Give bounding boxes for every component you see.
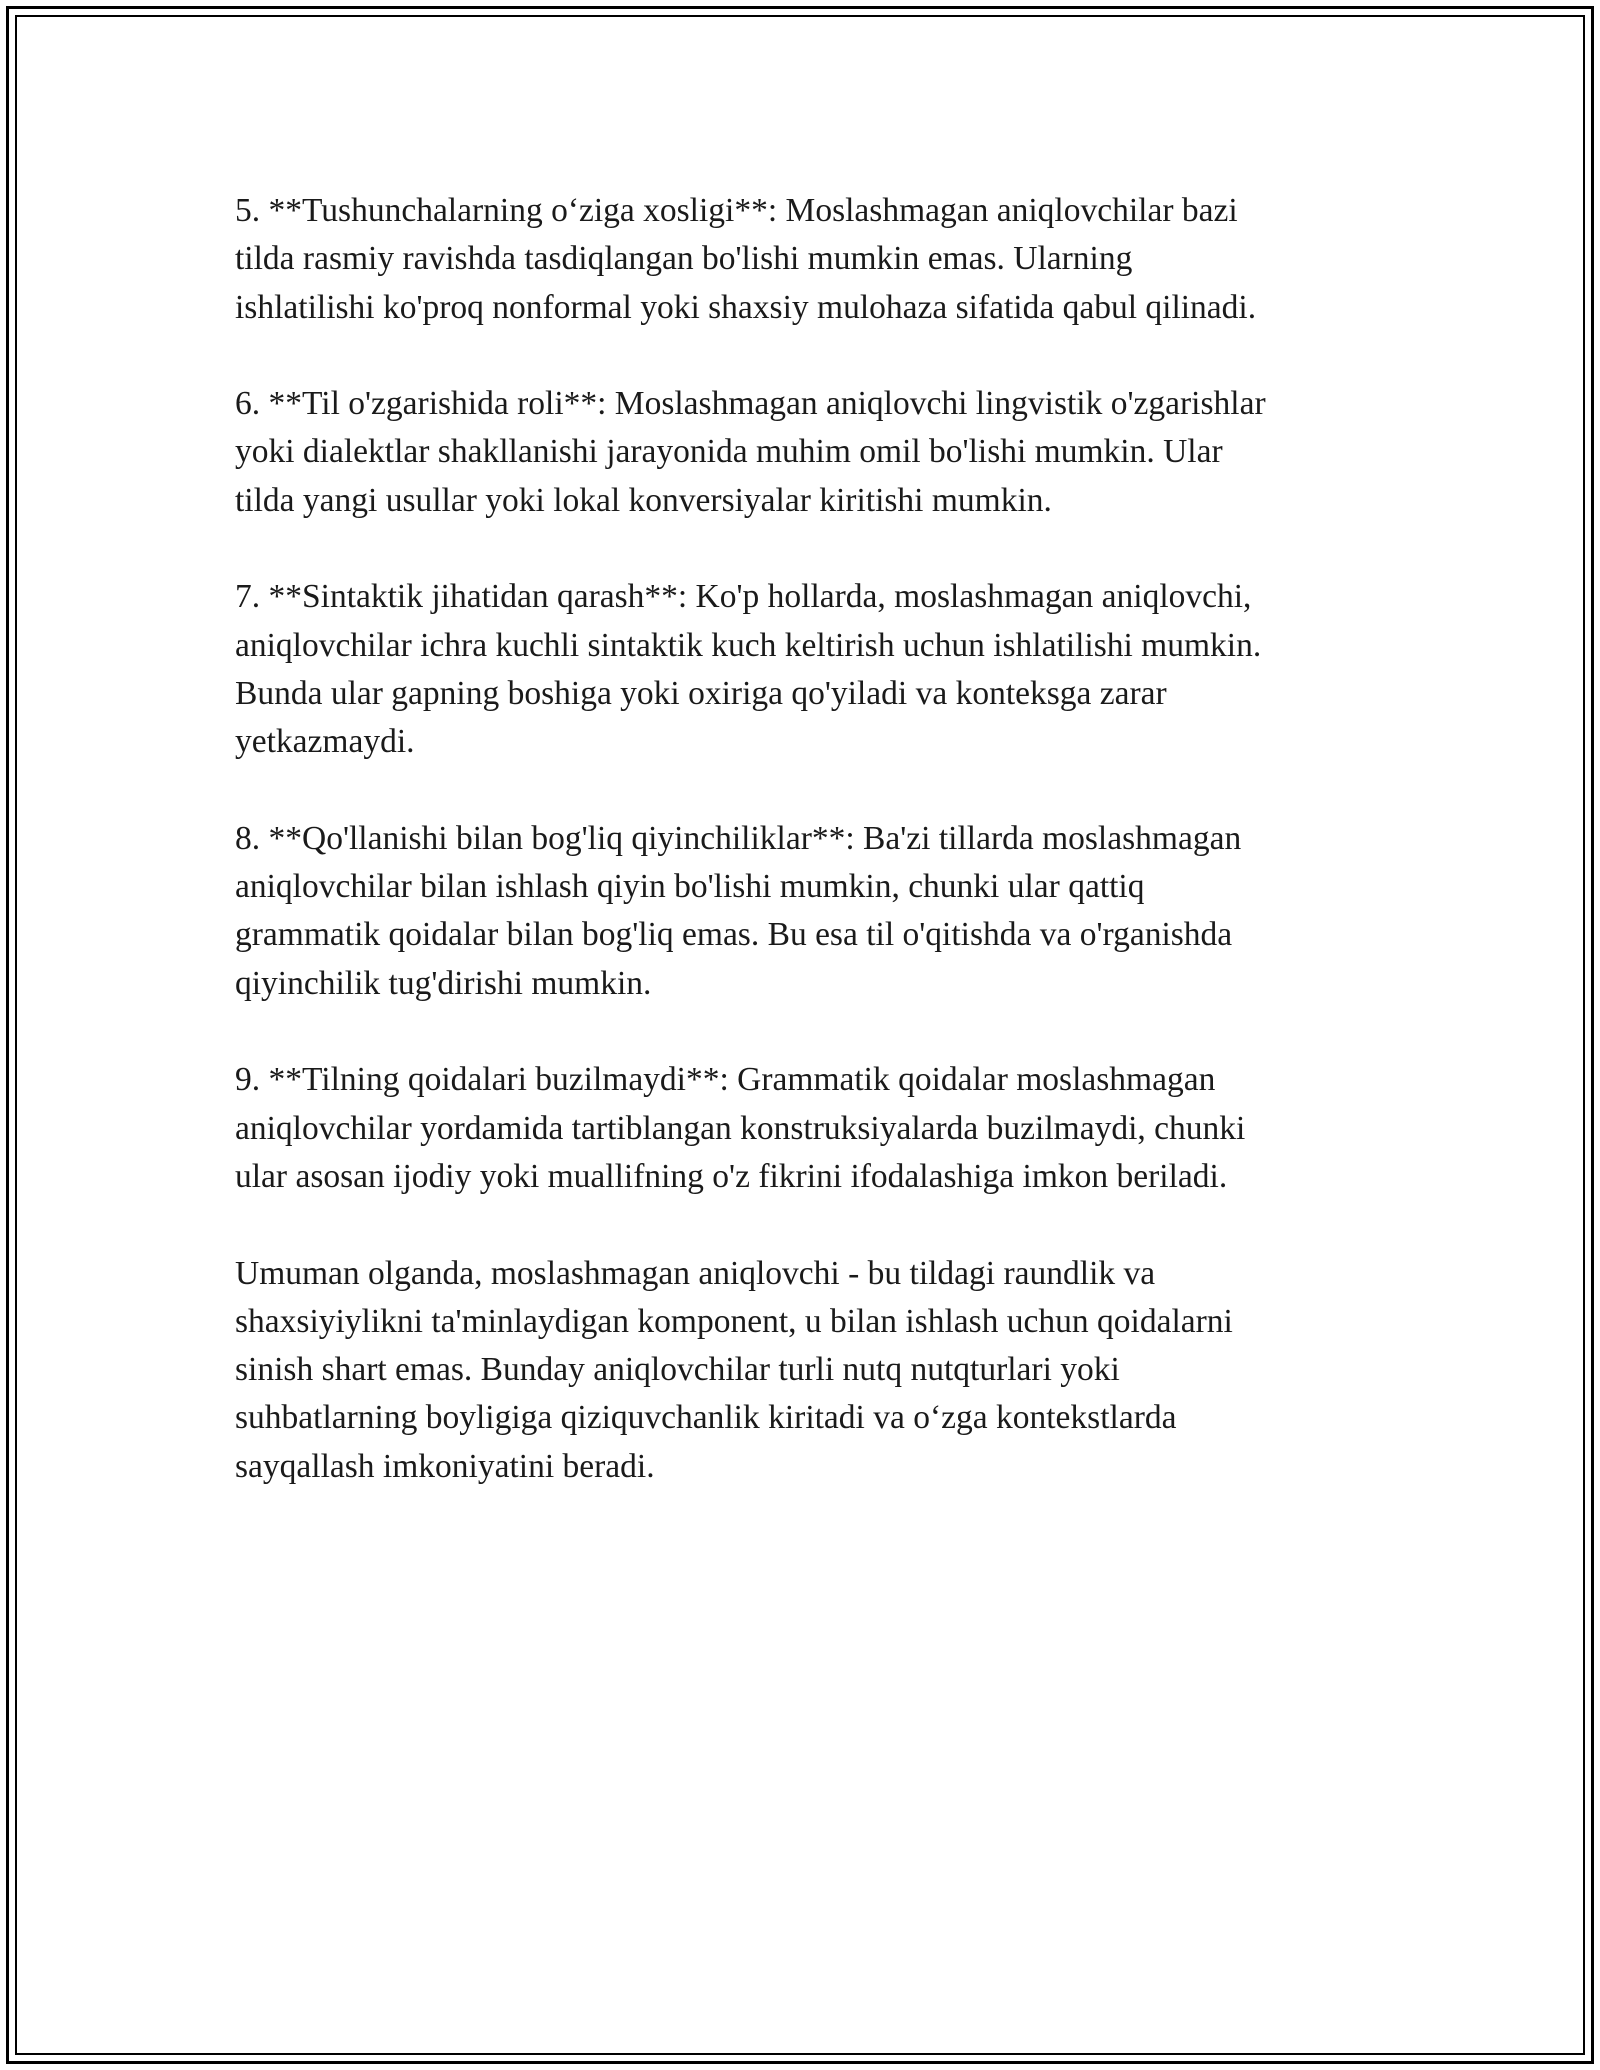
paragraph-item-6: 6. **Til o'zgarishida roli**: Moslashmagan aniqlovchi lingvistik o'zgarishlar yoki dialektlar shakllanishi jarayonida muhim omil bo'lishi mumkin. Ular tilda yangi usullar yoki lokal konversiyalar kiritishi mumkin. bbox=[235, 385, 1266, 519]
document-body bbox=[235, 187, 1385, 1539]
paragraph-item-9: 9. **Tilning qoidalari buzilmaydi**: Grammatik qoidalar moslashmagan aniqlovchilar yordamida tartiblangan konstruksiyalarda buzilmaydi, chunki ular asosan ijodiy yoki muallifning o'z fikrini ifodalashiga imkon beriladi. bbox=[235, 1061, 1246, 1195]
paragraph-conclusion: Umuman olganda, moslashmagan aniqlovchi - bu tildagi raundlik va shaxsiyiylikni ta'minlaydigan komponent, u bilan ishlash uchun qoidalarni sinish shart emas. Bunday aniqlovchilar turli nutq nutqturlari yoki suhbatlarning boyligiga qiziquvchanlik kiritadi va o‘zga kontekstlarda sayqallash imkoniyatini beradi. bbox=[235, 1254, 1233, 1485]
paragraph-item-8: 8. **Qo'llanishi bilan bog'liq qiyinchiliklar**: Ba'zi tillarda moslashmagan aniqlovchilar bilan ishlash qiyin bo'lishi mumkin, chunki ular qattiq grammatik qoidalar bilan bog'liq emas. Bu esa til o'qitishda va o'rganishda qiyinchilik tug'dirishi mumkin. bbox=[235, 819, 1242, 1002]
paragraph-item-5: 5. **Tushunchalarning o‘ziga xosligi**: Moslashmagan aniqlovchilar bazi tilda rasmiy ravishda tasdiqlangan bo'lishi mumkin emas. Ularning ishlatilishi ko'proq nonformal yoki shaxsiy mulohaza sifatida qabul qilinadi. bbox=[235, 192, 1257, 326]
paragraph-item-7: 7. **Sintaktik jihatidan qarash**: Ko'p hollarda, moslashmagan aniqlovchi, aniqlovchilar ichra kuchli sintaktik kuch keltirish uchun ishlatilishi mumkin. Bunda ular gapning boshiga yoki oxiriga qo'yiladi va konteksga zarar yetkazmaydi. bbox=[235, 578, 1262, 761]
